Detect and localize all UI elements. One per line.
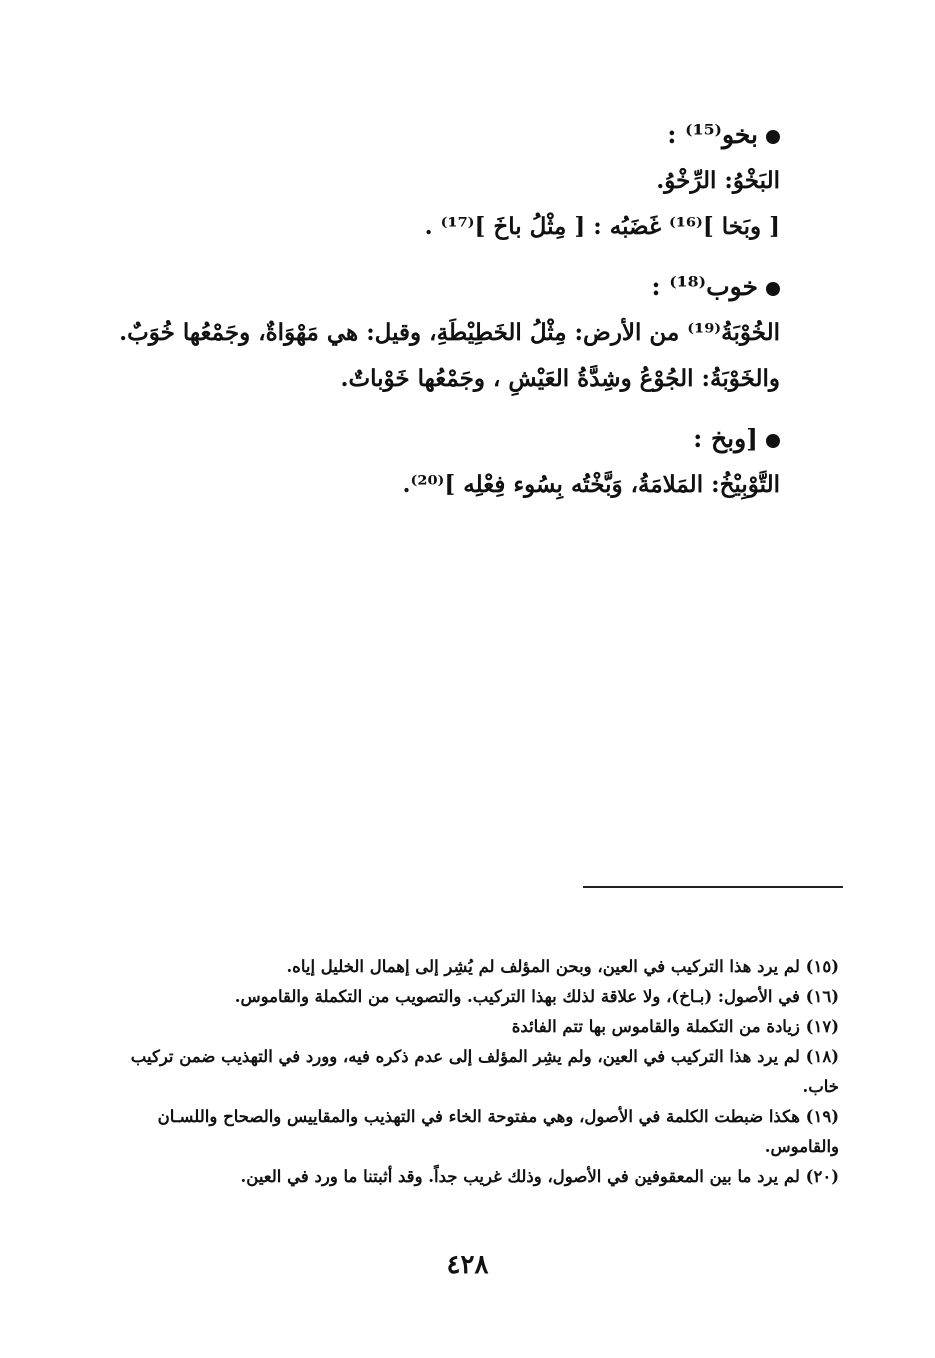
entry-heading-text: خوب⁽¹⁸⁾ : (651, 272, 758, 301)
entry-heading (100, 416, 780, 462)
bullet-icon (766, 282, 780, 296)
footnotes (109, 952, 839, 1192)
entry-line: الخُوْبَةُ⁽¹⁹⁾ من الأرض: مِثْلُ الخَطِيْطَةِ، وقيل: هي مَهْوَاةٌ، وجَمْعُها خُوَبٌ. (119, 319, 780, 346)
entry-line: البَخْوُ: الرِّخْوُ. (656, 167, 780, 194)
footnote: (١٧) زيادة من التكملة والقاموس بها تتم الفائدة (511, 1017, 839, 1036)
entry-line: التَّوْبِيْخُ: المَلامَةُ، وَبَّخْتُه بِسُوء فِعْلِه ]⁽²⁰⁾. (402, 471, 780, 498)
footnote-divider (583, 886, 843, 888)
footnote: (١٩) هكذا ضبطت الكلمة في الأصول، وهي مفتوحة الخاء في التهذيب والمقاييس والصحاح واللسـان والقاموس. (157, 1107, 839, 1156)
entry-heading-text: [وبخ : (693, 424, 758, 453)
page-number: ٤٢٨ (446, 1250, 489, 1280)
footnote: (١٨) لم يرد هذا التركيب في العين، ولم يشِر المؤلف إلى عدم ذكره فيه، وورد في التهذيب ضمن تركيب خاب. (130, 1047, 839, 1096)
footnote: (١٥) لم يرد هذا التركيب في العين، وبحن المؤلف لم يُشِر إلى إهمال الخليل إياه. (286, 957, 839, 976)
bullet-icon (766, 434, 780, 448)
entry-line: [ وبَخا ]⁽¹⁶⁾ غَضَبُه : [ مِثْلُ باخَ ]⁽¹⁷⁾ . (424, 213, 780, 240)
footnote: (١٦) في الأصول: (بـاخ)، ولا علاقة لذلك بهذا التركيب. والتصويب من التكملة والقاموس. (234, 987, 839, 1006)
entry-line: والخَوْبَةُ: الجُوْعُ وشِدَّةُ العَيْشِ ، وجَمْعُها خَوْباتٌ. (340, 365, 780, 392)
bullet-icon (766, 130, 780, 144)
entry (100, 416, 780, 508)
footnote: (٢٠) لم يرد ما بين المعقوفين في الأصول، وذلك غريب جداً. وقد أثبتنا ما ورد في العين. (240, 1167, 839, 1186)
entry-heading-text: بخو⁽¹⁵⁾ : (667, 120, 758, 149)
dictionary-entries (100, 112, 780, 522)
entry-heading (100, 264, 780, 310)
entry-heading (100, 112, 780, 158)
entry (100, 112, 780, 250)
entry (100, 264, 780, 402)
